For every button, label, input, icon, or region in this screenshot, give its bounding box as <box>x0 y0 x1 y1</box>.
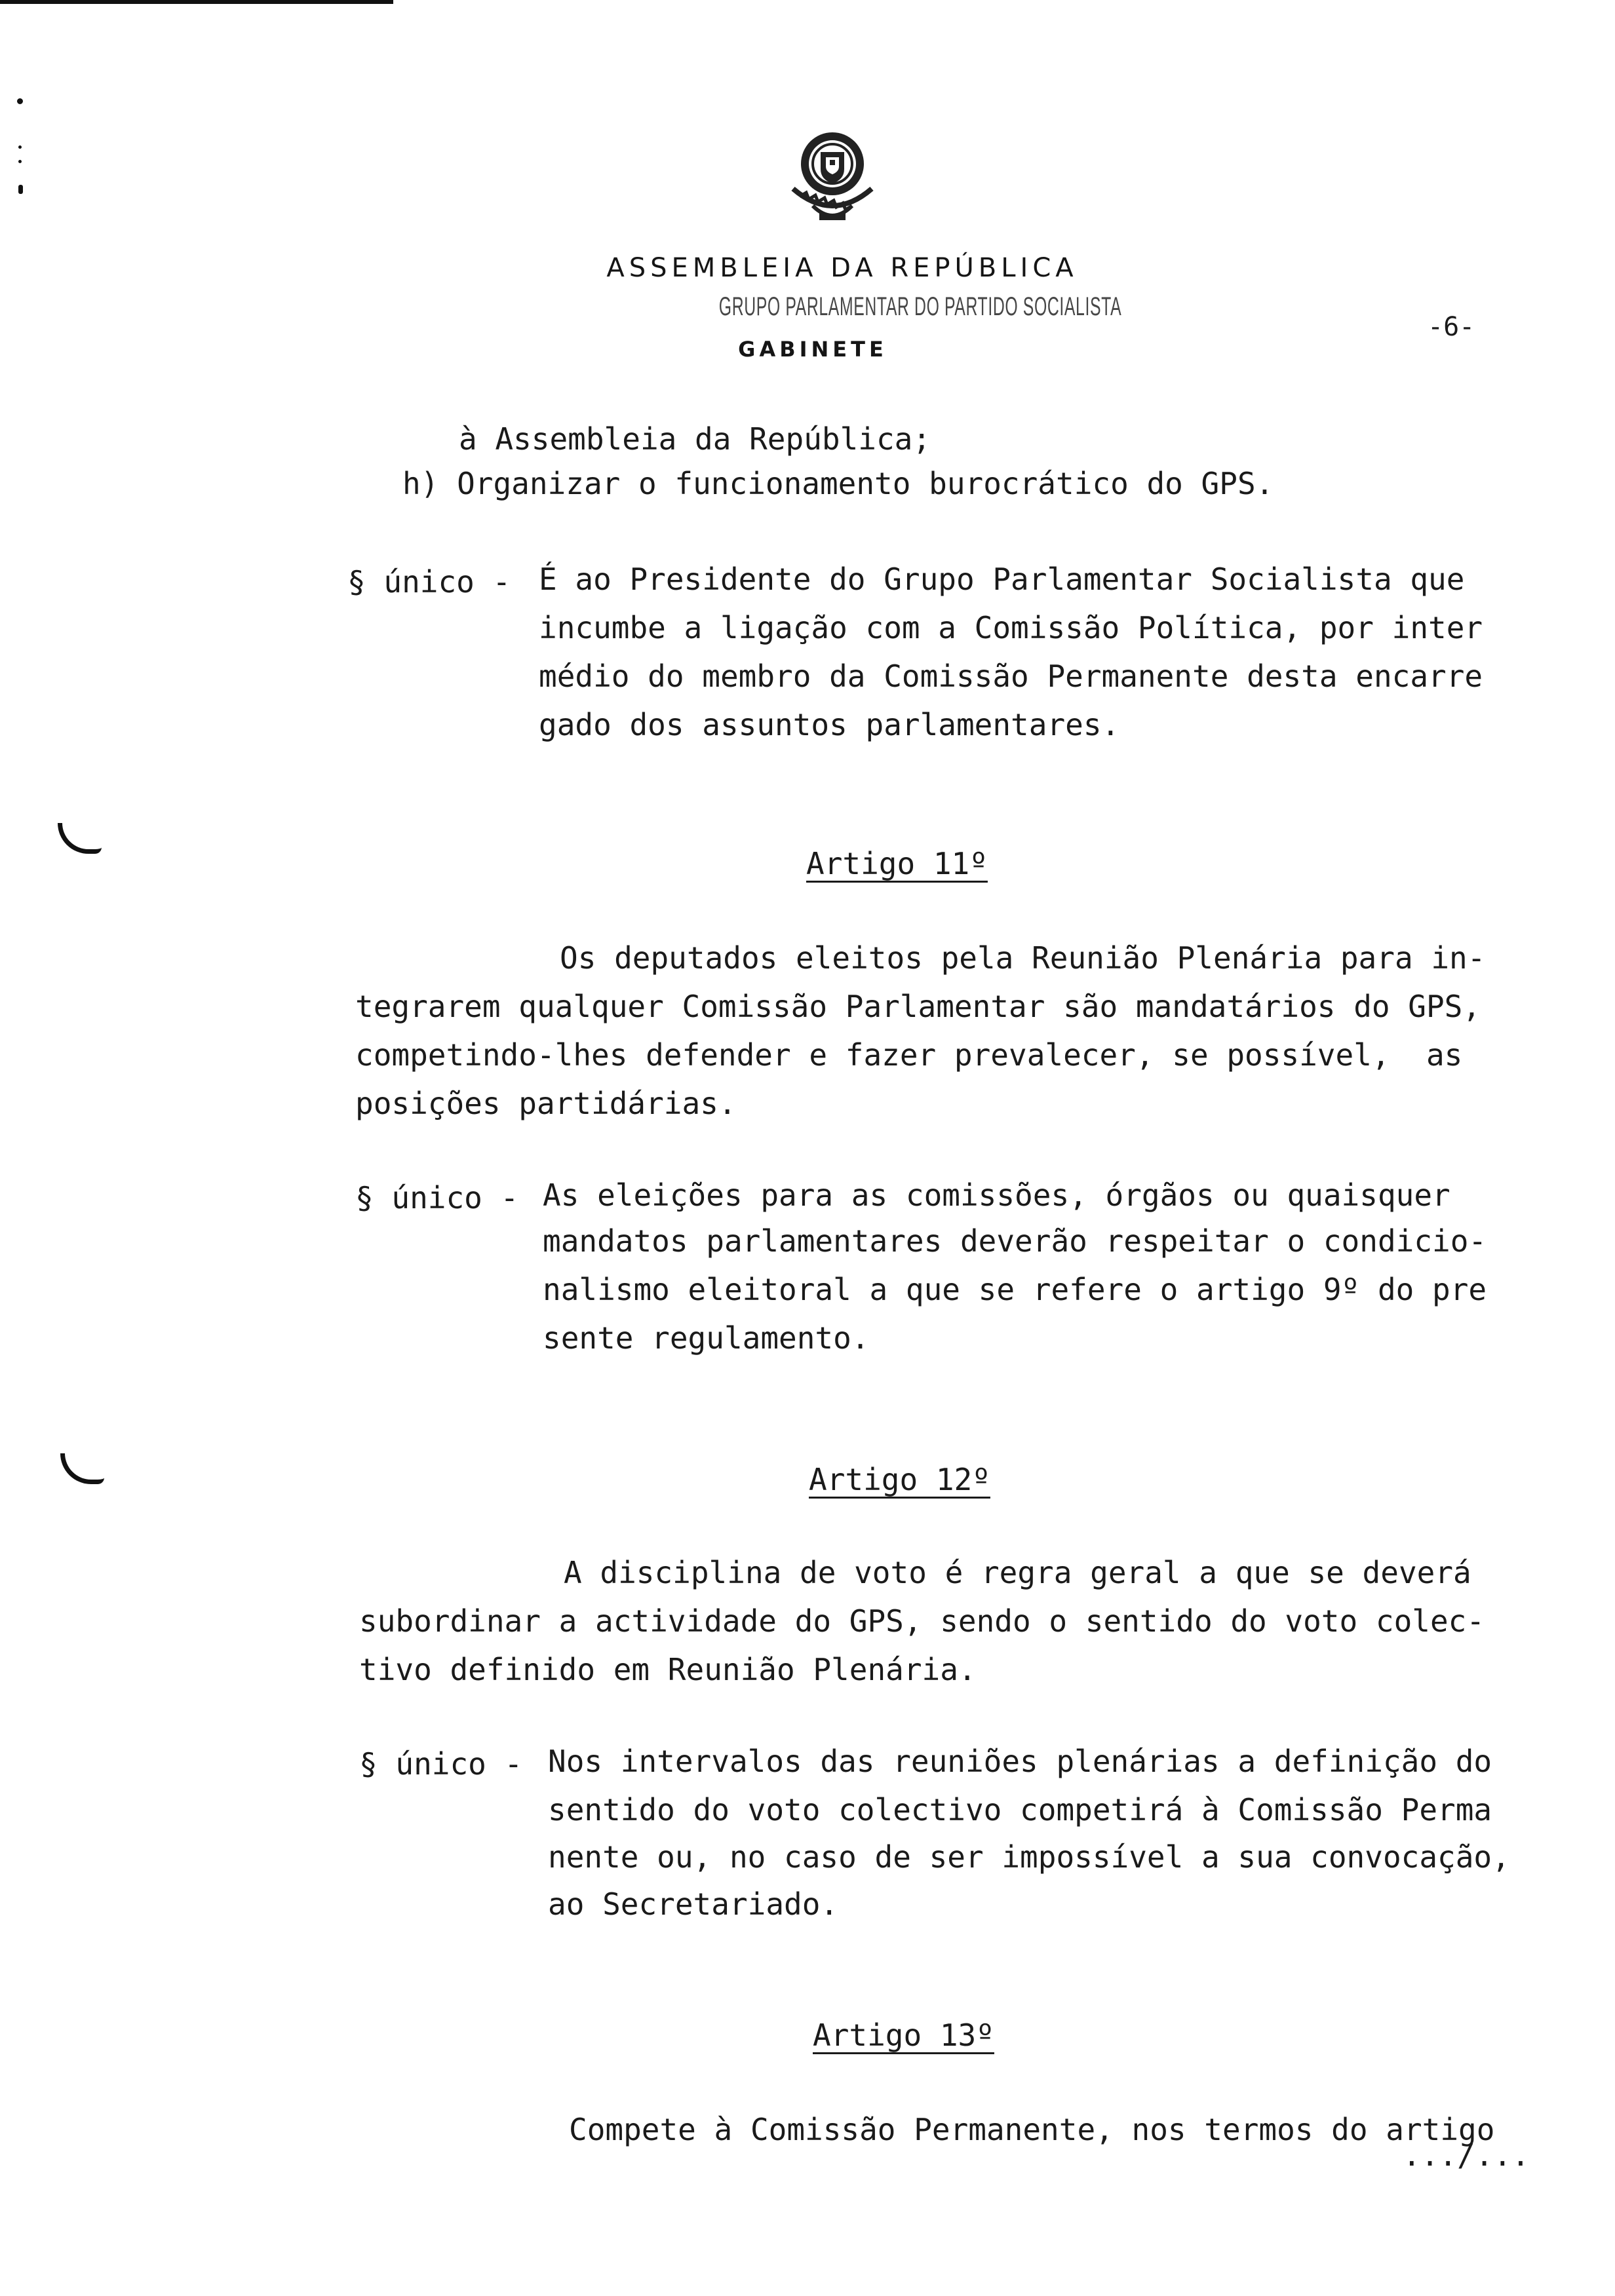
paragraph-unico-line: médio do membro da Comissão Permanente desta encarre <box>539 659 1483 694</box>
article-11-heading: Artigo 11º <box>806 846 988 881</box>
margin-dot <box>17 98 23 104</box>
margin-dot <box>18 185 23 194</box>
article-13-heading: Artigo 13º <box>813 2018 994 2053</box>
article-11-paragraph-line: Os deputados eleitos pela Reunião Plenária para in- <box>560 940 1486 976</box>
list-item-continuation: à Assembleia da República; <box>459 421 931 457</box>
paragraph-unico-line: gado dos assuntos parlamentares. <box>539 707 1120 742</box>
coat-of-arms-emblem <box>773 123 891 235</box>
party-group-stamp: GRUPO PARLAMENTAR DO PARTIDO SOCIALISTA <box>718 292 1122 321</box>
paragraph-unico-line: incumbe a ligação com a Comissão Política, por inter <box>539 610 1483 645</box>
margin-hook-mark <box>58 823 102 854</box>
margin-hook-mark <box>60 1453 104 1484</box>
article-12-unico-line: sentido do voto colectivo competirá à Comissão Perma <box>548 1792 1492 1827</box>
article-12-unico-line: nente ou, no caso de ser impossível a sua convocação, <box>548 1839 1510 1875</box>
article-11-paragraph-line: tegrarem qualquer Comissão Parlamentar são mandatários do GPS, <box>355 989 1481 1024</box>
article-12-paragraph-line: subordinar a actividade do GPS, sendo o sentido do voto colec- <box>359 1603 1485 1639</box>
paragraph-unico-line: É ao Presidente do Grupo Parlamentar Socialista que <box>539 562 1465 597</box>
article-11-unico-line: sente regulamento. <box>543 1320 870 1356</box>
article-11-unico-line: nalismo eleitoral a que se refere o artigo 9º do pre <box>543 1272 1487 1307</box>
margin-dot <box>18 160 22 163</box>
list-item-h: h) Organizar o funcionamento burocrático do GPS. <box>402 466 1274 501</box>
continuation-marker: .../... <box>1403 2137 1530 2173</box>
article-11-unico-line: mandatos parlamentares deverão respeitar o condicio- <box>543 1223 1487 1259</box>
article-11-unico-label: § único - <box>355 1180 519 1215</box>
article-12-unico-line: Nos intervalos das reuniões plenárias a definição do <box>548 1744 1492 1779</box>
article-12-unico-line: ao Secretariado. <box>548 1886 839 1922</box>
institution-title: ASSEMBLEIA DA REPÚBLICA <box>606 253 1078 283</box>
margin-dot <box>18 145 22 149</box>
article-13-paragraph-line: Compete à Comissão Permanente, nos termos do artigo <box>569 2112 1495 2147</box>
article-11-paragraph-line: competindo-lhes defender e fazer prevalecer, se possível, as <box>355 1037 1463 1073</box>
article-11-unico-line: As eleições para as comissões, órgãos ou quaisquer <box>543 1177 1450 1213</box>
page-number: -6- <box>1428 312 1475 342</box>
paragraph-unico-label: § único - <box>347 564 511 600</box>
article-12-heading: Artigo 12º <box>809 1462 990 1497</box>
article-12-paragraph-line: tivo definido em Reunião Plenária. <box>359 1652 977 1687</box>
article-12-unico-label: § único - <box>359 1746 523 1782</box>
article-11-paragraph-line: posições partidárias. <box>355 1086 737 1121</box>
office-label: GABINETE <box>738 337 887 362</box>
article-12-paragraph-line: A disciplina de voto é regra geral a que se deverá <box>564 1555 1471 1590</box>
scan-edge-line <box>0 0 393 4</box>
